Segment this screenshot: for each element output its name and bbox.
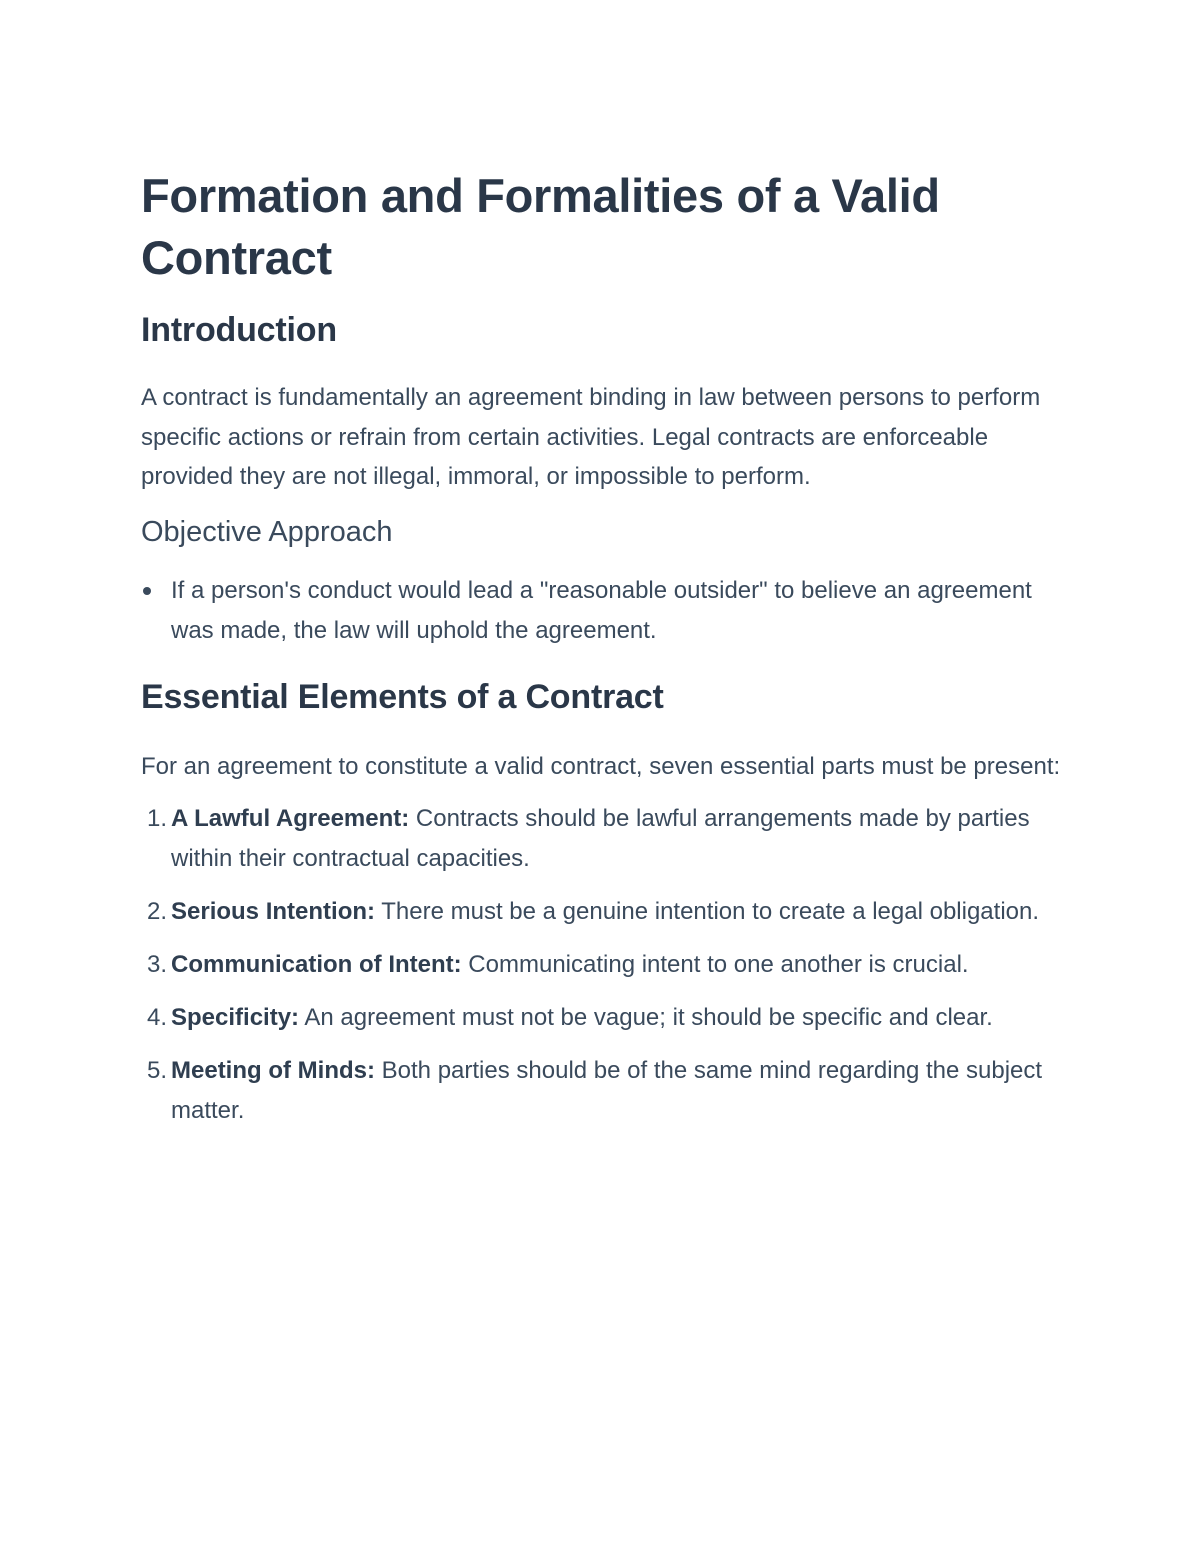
element-term: Communication of Intent:: [171, 951, 462, 978]
list-item: [141, 945, 1061, 985]
element-description: Both parties should be of the same mind regarding the subject matter.: [171, 1057, 1043, 1124]
list-item-number: 5.: [146, 1057, 167, 1084]
list-item: [141, 998, 1061, 1038]
list-item-number: 3.: [146, 951, 167, 978]
objective-approach-heading: Objective Approach: [141, 515, 393, 548]
essential-elements-intro: For an agreement to constitute a valid contract, seven essential parts must be present:: [141, 752, 1061, 780]
element-term: Serious Intention:: [171, 898, 375, 925]
element-description: Communicating intent to one another is crucial.: [461, 951, 969, 978]
list-item: [141, 892, 1061, 932]
element-description: There must be a genuine intention to create a legal obligation.: [375, 898, 1040, 925]
element-description: An agreement must not be vague; it should be specific and clear.: [299, 1004, 993, 1031]
list-item-text: If a person's conduct would lead a "reasonable outsider" to believe an agreement was made, the law will uphold the agreement.: [171, 576, 1032, 644]
document-title: Formation and Formalities of a Valid Contract: [141, 169, 940, 284]
element-description: Contracts should be lawful arrangements made by parties within their contractual capacities.: [171, 805, 1030, 872]
bullet-icon: [143, 587, 151, 595]
element-term: A Lawful Agreement:: [171, 805, 410, 832]
essential-elements-list: [141, 799, 1061, 1131]
element-term: Meeting of Minds:: [171, 1057, 375, 1084]
list-item-number: 4.: [146, 1004, 167, 1031]
introduction-heading: Introduction: [141, 311, 337, 349]
introduction-paragraph: A contract is fundamentally an agreement binding in law between persons to perform specific actions or refrain from certain activities. Legal contracts are enforceable provided they are not illegal, immoral, or impossible to perform.: [141, 384, 1041, 490]
list-item-number: 2.: [146, 898, 167, 925]
essential-elements-heading: Essential Elements of a Contract: [141, 677, 664, 716]
element-term: Specificity:: [171, 1004, 300, 1031]
list-item: [141, 571, 1061, 651]
objective-approach-list: [141, 571, 1061, 651]
list-item: [141, 1051, 1061, 1131]
list-item: [141, 799, 1061, 879]
document-page: [141, 165, 1061, 1144]
list-item-number: 1.: [146, 805, 167, 832]
